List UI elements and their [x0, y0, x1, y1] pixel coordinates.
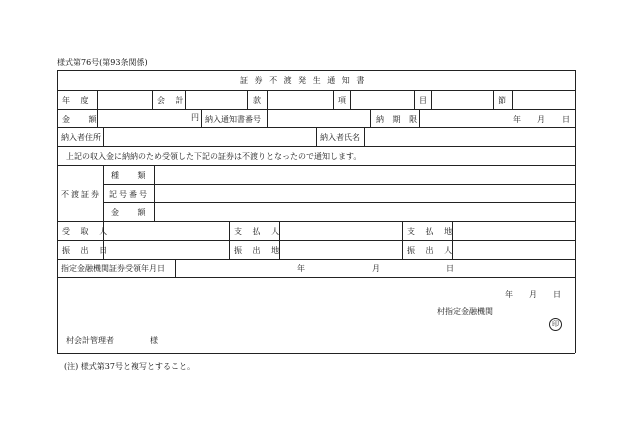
- label-recipient: 受 取 人: [62, 227, 112, 236]
- rule: [57, 146, 575, 147]
- label-drawer: 振 出 人: [407, 246, 457, 255]
- rule: [152, 90, 153, 109]
- label-receipt-month: 月: [372, 264, 380, 273]
- rule: [57, 165, 575, 166]
- label-due-year: 年: [513, 115, 521, 124]
- label-clause: 節: [498, 96, 506, 105]
- label-bottom-day: 日: [553, 290, 561, 299]
- rule: [414, 90, 415, 109]
- rule: [103, 184, 575, 185]
- rule: [175, 259, 176, 277]
- rule: [350, 90, 351, 109]
- label-payer-address: 納入者住所: [61, 133, 101, 142]
- label-payer-name: 納入者氏名: [320, 133, 360, 142]
- label-payment-place: 支 払 地: [407, 227, 457, 236]
- rule: [57, 277, 575, 278]
- rule: [333, 90, 334, 109]
- label-code-number: 記号番号: [109, 190, 149, 199]
- rule: [57, 353, 575, 354]
- rule: [154, 165, 155, 221]
- rule: [57, 90, 575, 91]
- label-dishonored-amount: 金 額: [111, 208, 154, 217]
- rule: [97, 90, 98, 109]
- label-designated-bank: 村指定金融機関: [437, 307, 493, 316]
- label-due-day: 日: [562, 115, 570, 124]
- rule: [103, 202, 575, 203]
- rule: [57, 240, 575, 241]
- label-yen: 円: [191, 113, 199, 122]
- label-due-month: 月: [537, 115, 545, 124]
- rule: [364, 127, 365, 146]
- label-receipt-year: 年: [297, 264, 305, 273]
- rule: [431, 90, 432, 109]
- label-receipt-day: 日: [446, 264, 454, 273]
- label-bottom-year: 年: [505, 290, 513, 299]
- label-payment-person: 支 払 人: [234, 227, 284, 236]
- rule: [103, 165, 104, 221]
- rule: [370, 109, 371, 127]
- form-title: 証 券 不 渡 発 生 通 知 書: [240, 76, 367, 85]
- rule: [267, 90, 268, 109]
- rule: [575, 70, 576, 353]
- label-issue-place: 振 出 地: [234, 246, 284, 255]
- rule: [316, 127, 317, 146]
- rule: [512, 90, 513, 109]
- label-notice-number: 納入通知書番号: [205, 115, 261, 124]
- rule: [103, 127, 104, 146]
- label-item: 項: [338, 96, 346, 105]
- rule: [57, 70, 575, 71]
- rule: [402, 221, 403, 259]
- rule: [247, 90, 248, 109]
- footnote: (注) 様式第37号と複写とすること。: [64, 362, 195, 371]
- rule: [267, 109, 268, 127]
- label-dishonored: 不渡証券: [61, 190, 101, 199]
- rule: [229, 221, 230, 259]
- rule: [57, 259, 575, 260]
- label-manager: 村会計管理者: [66, 336, 114, 345]
- label-honorific: 様: [150, 336, 158, 345]
- rule: [201, 109, 202, 127]
- seal-label: 印: [552, 320, 559, 328]
- seal-mark: [549, 318, 562, 331]
- rule: [57, 70, 58, 353]
- label-due-date: 納 期 限: [376, 115, 421, 124]
- form-number: 様式第76号(第93条関係): [57, 58, 148, 67]
- rule: [57, 221, 575, 222]
- label-issue-date: 振 出 日: [62, 246, 112, 255]
- rule: [57, 109, 575, 110]
- label-fiscal-year: 年 度: [62, 96, 93, 105]
- label-section: 款: [253, 96, 261, 105]
- label-kind: 種 類: [111, 171, 154, 180]
- label-bottom-month: 月: [529, 290, 537, 299]
- rule: [493, 90, 494, 109]
- label-account: 会 計: [157, 96, 188, 105]
- label-subitem: 目: [419, 96, 427, 105]
- label-receipt-date: 指定金融機関証券受領年月日: [61, 264, 165, 273]
- notice-text: 上記の収入金に納納のため受領した下記の証券は不渡りとなったので通知します。: [66, 152, 362, 161]
- label-amount: 金 額: [62, 115, 105, 124]
